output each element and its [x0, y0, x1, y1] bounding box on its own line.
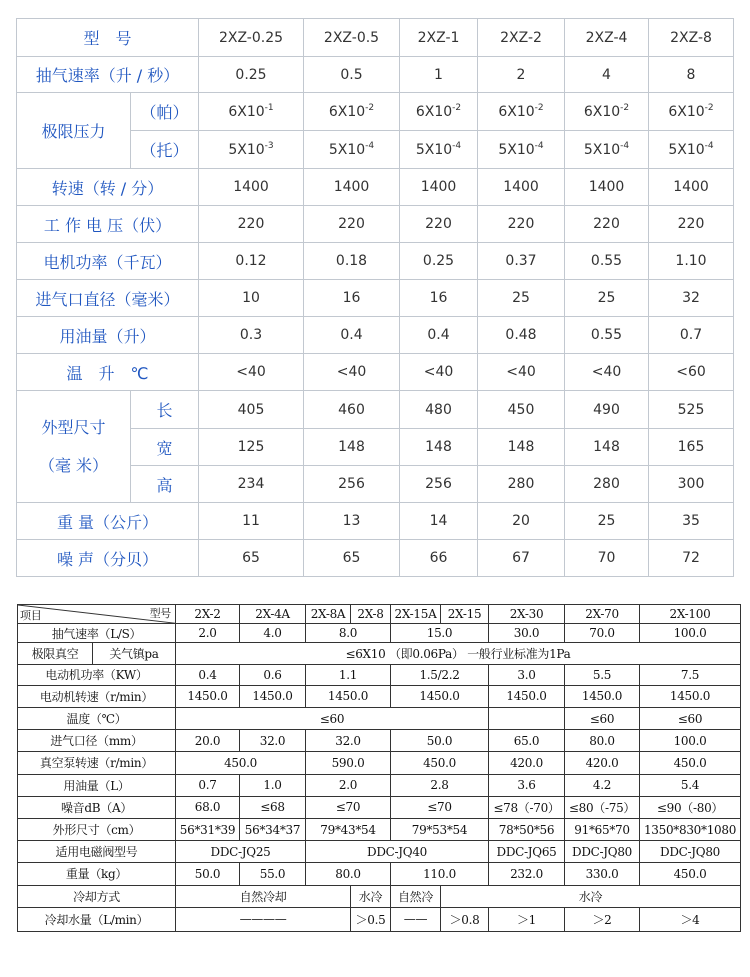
t1-cell: 1400 — [565, 169, 649, 206]
t2-row-label: 温度（℃） — [18, 707, 176, 729]
t1-cell: 1 — [400, 57, 478, 93]
t2-row-label: 进气口径（mm） — [18, 730, 176, 752]
t1-cell: 16 — [400, 280, 478, 317]
t1-cell: 460 — [304, 391, 400, 429]
t2-cell: ≤70 — [391, 796, 489, 818]
t2-model: 2X-8A — [306, 605, 351, 624]
t1-cell: 1.10 — [649, 243, 734, 280]
t1-cell: 0.7 — [649, 317, 734, 354]
t2-row-label: 冷却方式 — [18, 885, 176, 907]
t1-cell: 0.18 — [304, 243, 400, 280]
t2-cell: 20.0 — [176, 730, 240, 752]
t1-cell: 148 — [304, 429, 400, 466]
t2-cell: 4.0 — [240, 624, 306, 643]
t1-cell: <40 — [400, 354, 478, 391]
t1-model-label: 型 号 — [17, 19, 199, 57]
t2-row-noise — [18, 796, 741, 818]
t2-cell: DDC-JQ25 — [176, 841, 306, 863]
t2-cell: 420.0 — [565, 752, 640, 774]
t2-row-sublabel: 关气镇pa — [93, 643, 176, 664]
t1-cell: 1400 — [199, 169, 304, 206]
t1-model-col: 2XZ-8 — [649, 19, 734, 57]
t1-cell: $6X10^{-1}$ — [199, 93, 304, 131]
t2-row-label: 冷却水量（L/min） — [18, 907, 176, 931]
t2-cell-merged: ≤60 — [176, 707, 489, 729]
t1-cell: 525 — [649, 391, 734, 429]
t2-cell: 78*50*56 — [489, 818, 565, 840]
t2-cell: 450.0 — [640, 863, 741, 885]
t1-row-label: 噪 声（分贝） — [17, 540, 199, 577]
t2-row-weight — [18, 863, 741, 885]
t2-cell: 32.0 — [306, 730, 391, 752]
t1-cell: 0.37 — [478, 243, 565, 280]
t2-cell: —— — [391, 907, 441, 931]
t1-model-col: 2XZ-0.25 — [199, 19, 304, 57]
t1-row-label: 抽气速率（升 / 秒） — [17, 57, 199, 93]
t1-cell: 0.55 — [565, 317, 649, 354]
t2-cell — [489, 707, 565, 729]
t1-cell: 1400 — [649, 169, 734, 206]
t1-cell: 220 — [565, 206, 649, 243]
t2-cell: 420.0 — [489, 752, 565, 774]
t1-cell: 148 — [478, 429, 565, 466]
t2-model: 2X-15A — [391, 605, 441, 624]
t1-cell: 65 — [199, 540, 304, 577]
t1-model-col: 2XZ-0.5 — [304, 19, 400, 57]
t1-cell: 0.48 — [478, 317, 565, 354]
t2-cell: 330.0 — [565, 863, 640, 885]
t1-cell: $6X10^{-2}$ — [400, 93, 478, 131]
t1-model-col: 2XZ-4 — [565, 19, 649, 57]
t2-header-row — [18, 605, 741, 624]
t1-cell: 280 — [478, 466, 565, 503]
t1-cell: $5X10^{-4}$ — [565, 131, 649, 169]
t2-cell: 80.0 — [565, 730, 640, 752]
t1-cell: $6X10^{-2}$ — [565, 93, 649, 131]
t2-cell: ＞4 — [640, 907, 741, 931]
t2-cell: 450.0 — [176, 752, 306, 774]
t2-cell: 450.0 — [391, 752, 489, 774]
t2-cell: DDC-JQ80 — [640, 841, 741, 863]
t2-cell: 1450.0 — [176, 685, 240, 707]
t1-row-inlet — [17, 280, 734, 317]
t1-row-label: 温 升 ℃ — [17, 354, 199, 391]
t2-cell: 50.0 — [176, 863, 240, 885]
t1-cell: 0.25 — [400, 243, 478, 280]
t2-cell: 56*31*39 — [176, 818, 240, 840]
t1-cell: 65 — [304, 540, 400, 577]
t1-cell: $6X10^{-2}$ — [649, 93, 734, 131]
t1-model-col: 2XZ-1 — [400, 19, 478, 57]
t2-cell: ＞0.5 — [351, 907, 391, 931]
t2-cell: 2.0 — [306, 774, 391, 796]
spec-table-2x — [17, 604, 741, 932]
t1-row-motor-power — [17, 243, 734, 280]
t1-row-pump-speed — [17, 57, 734, 93]
t1-cell: 16 — [304, 280, 400, 317]
t1-cell: $6X10^{-2}$ — [478, 93, 565, 131]
t2-cell: 70.0 — [565, 624, 640, 643]
t2-cell: ＞0.8 — [441, 907, 489, 931]
t2-cell: 80.0 — [306, 863, 391, 885]
t1-cell: 0.12 — [199, 243, 304, 280]
t2-row-cooling — [18, 885, 741, 907]
t1-cell: 125 — [199, 429, 304, 466]
t2-corner-item: 项目 — [20, 609, 42, 623]
t1-model-col: 2XZ-2 — [478, 19, 565, 57]
t1-cell: 0.3 — [199, 317, 304, 354]
t1-cell: 0.4 — [400, 317, 478, 354]
t1-cell: 280 — [565, 466, 649, 503]
t1-cell: 67 — [478, 540, 565, 577]
t2-row-label: 重量（kg） — [18, 863, 176, 885]
t2-cell: 0.6 — [240, 664, 306, 685]
t2-cell: 自然冷 — [391, 885, 441, 907]
t1-cell: 148 — [565, 429, 649, 466]
t2-cell: 1450.0 — [306, 685, 391, 707]
t2-row-temperature — [18, 707, 741, 729]
t1-cell: 25 — [565, 503, 649, 540]
t2-cell: 8.0 — [306, 624, 391, 643]
t2-row-label: 极限真空 — [18, 643, 93, 664]
t2-cell: 1.5/2.2 — [391, 664, 489, 685]
t2-cell: ≤78（-70） — [489, 796, 565, 818]
t2-cell: 590.0 — [306, 752, 391, 774]
t2-row-oil — [18, 774, 741, 796]
t2-model: 2X-15 — [441, 605, 489, 624]
t1-cell: 20 — [478, 503, 565, 540]
t1-row-label: 工 作 电 压（伏） — [17, 206, 199, 243]
t2-model: 2X-4A — [240, 605, 306, 624]
t1-row-pressure-pa — [17, 93, 734, 131]
t2-cell: 79*53*54 — [391, 818, 489, 840]
t2-cell: 2.0 — [176, 624, 240, 643]
t1-row-label: 重 量（公斤） — [17, 503, 199, 540]
t2-cell: 55.0 — [240, 863, 306, 885]
t1-cell: 256 — [400, 466, 478, 503]
t1-cell: 70 — [565, 540, 649, 577]
t2-cell: DDC-JQ80 — [565, 841, 640, 863]
t1-cell: 405 — [199, 391, 304, 429]
t1-cell: 300 — [649, 466, 734, 503]
t1-cell: 13 — [304, 503, 400, 540]
t2-model: 2X-2 — [176, 605, 240, 624]
t2-cell: ———— — [176, 907, 351, 931]
t2-cell: 0.7 — [176, 774, 240, 796]
t1-cell: 2 — [478, 57, 565, 93]
t2-row-motor-speed — [18, 685, 741, 707]
t2-cell: 1.1 — [306, 664, 391, 685]
t1-cell: 165 — [649, 429, 734, 466]
t1-cell: <40 — [199, 354, 304, 391]
t1-cell: 256 — [304, 466, 400, 503]
t1-dim-length-label: 长 — [131, 391, 199, 429]
t2-row-label: 电动机转速（r/min） — [18, 685, 176, 707]
t1-cell: 14 — [400, 503, 478, 540]
t2-cell: 15.0 — [391, 624, 489, 643]
t2-row-inlet — [18, 730, 741, 752]
t2-cell: 232.0 — [489, 863, 565, 885]
t2-row-label: 抽气速率（L/S） — [18, 624, 176, 643]
t1-dim-width-label: 宽 — [131, 429, 199, 466]
t1-row-length — [17, 391, 734, 429]
t1-cell: $5X10^{-4}$ — [400, 131, 478, 169]
t2-row-vacuum — [18, 643, 741, 664]
t1-cell: <60 — [649, 354, 734, 391]
t1-row-label: 用油量（升） — [17, 317, 199, 354]
t1-cell: 4 — [565, 57, 649, 93]
t1-cell: $5X10^{-4}$ — [304, 131, 400, 169]
t2-cell: 2.8 — [391, 774, 489, 796]
t1-unit-pa: （帕） — [131, 93, 199, 131]
t1-cell: 490 — [565, 391, 649, 429]
t1-cell: 1400 — [478, 169, 565, 206]
t2-model: 2X-70 — [565, 605, 640, 624]
t1-cell: 0.4 — [304, 317, 400, 354]
t2-cell: 32.0 — [240, 730, 306, 752]
t2-row-label: 用油量（L） — [18, 774, 176, 796]
t2-cell: 65.0 — [489, 730, 565, 752]
t1-row-oil — [17, 317, 734, 354]
t2-cell: ＞2 — [565, 907, 640, 931]
t2-cell: ≤90（-80） — [640, 796, 741, 818]
t1-cell: 1400 — [400, 169, 478, 206]
t2-cell: 56*34*37 — [240, 818, 306, 840]
t2-row-valve — [18, 841, 741, 863]
t2-model: 2X-8 — [351, 605, 391, 624]
t2-cell: 5.5 — [565, 664, 640, 685]
t2-cell: 50.0 — [391, 730, 489, 752]
t1-cell: 0.25 — [199, 57, 304, 93]
t1-unit-torr: （托） — [131, 131, 199, 169]
t2-cell: 91*65*70 — [565, 818, 640, 840]
t1-cell: 11 — [199, 503, 304, 540]
t2-cell: 450.0 — [640, 752, 741, 774]
t2-row-label: 电动机功率（KW） — [18, 664, 176, 685]
t1-cell: 1400 — [304, 169, 400, 206]
t1-cell: <40 — [565, 354, 649, 391]
t1-row-noise — [17, 540, 734, 577]
t1-cell: 66 — [400, 540, 478, 577]
t2-row-size — [18, 818, 741, 840]
t2-row-pump-speed — [18, 752, 741, 774]
t1-cell: 450 — [478, 391, 565, 429]
t1-row-label: 极限压力 — [17, 93, 131, 169]
t2-cell: 1450.0 — [391, 685, 489, 707]
t2-cell: ≤60 — [640, 707, 741, 729]
t2-cell: 水冷 — [351, 885, 391, 907]
t1-header-row — [17, 19, 734, 57]
t1-cell: 220 — [304, 206, 400, 243]
t2-cell: 7.5 — [640, 664, 741, 685]
t1-cell: 72 — [649, 540, 734, 577]
t1-cell: 234 — [199, 466, 304, 503]
t2-row-speed — [18, 624, 741, 643]
t1-row-label: 转速（转 / 分） — [17, 169, 199, 206]
t1-cell: 10 — [199, 280, 304, 317]
t1-cell: 0.55 — [565, 243, 649, 280]
t2-cell: 100.0 — [640, 730, 741, 752]
t1-row-weight — [17, 503, 734, 540]
t1-cell: 148 — [400, 429, 478, 466]
t2-cell: ＞1 — [489, 907, 565, 931]
t2-cell: ≤60 — [565, 707, 640, 729]
t1-cell: 220 — [649, 206, 734, 243]
t2-cell: 5.4 — [640, 774, 741, 796]
t1-cell: 220 — [478, 206, 565, 243]
t2-cell: DDC-JQ40 — [306, 841, 489, 863]
t2-row-label: 外形尺寸（cm） — [18, 818, 176, 840]
t2-model: 2X-100 — [640, 605, 741, 624]
t1-dimensions-label: 外型尺寸 （毫 米） — [17, 391, 131, 503]
t2-corner-cell — [18, 605, 176, 624]
t2-cell: 自然冷却 — [176, 885, 351, 907]
t1-cell: <40 — [304, 354, 400, 391]
t1-cell: 220 — [199, 206, 304, 243]
t2-model: 2X-30 — [489, 605, 565, 624]
t1-row-rotation — [17, 169, 734, 206]
t1-cell: 32 — [649, 280, 734, 317]
t2-corner-model: 型号 — [149, 607, 171, 620]
t2-cell: ≤70 — [306, 796, 391, 818]
t1-cell: 25 — [565, 280, 649, 317]
t1-cell: $5X10^{-4}$ — [649, 131, 734, 169]
t1-cell: 0.5 — [304, 57, 400, 93]
spec-table-2xz — [16, 18, 734, 577]
t1-row-temp — [17, 354, 734, 391]
t2-cell-merged: ≤6X10 （即0.06Pa） 一般行业标准为1Pa — [176, 643, 741, 664]
t1-row-label: 电机功率（千瓦） — [17, 243, 199, 280]
t1-row-label: 进气口直径（毫米） — [17, 280, 199, 317]
t2-cell: 1.0 — [240, 774, 306, 796]
t1-row-voltage — [17, 206, 734, 243]
t2-cell: 110.0 — [391, 863, 489, 885]
t2-cell: 68.0 — [176, 796, 240, 818]
t2-row-water — [18, 907, 741, 931]
t2-cell: DDC-JQ65 — [489, 841, 565, 863]
t2-cell: 1450.0 — [640, 685, 741, 707]
t1-dim-height-label: 高 — [131, 466, 199, 503]
t1-cell: 8 — [649, 57, 734, 93]
t2-cell: 1450.0 — [489, 685, 565, 707]
t1-cell: $6X10^{-2}$ — [304, 93, 400, 131]
t2-cell: 1450.0 — [240, 685, 306, 707]
t1-cell: 25 — [478, 280, 565, 317]
t1-cell: $5X10^{-3}$ — [199, 131, 304, 169]
t2-cell: 0.4 — [176, 664, 240, 685]
t2-cell: 100.0 — [640, 624, 741, 643]
t2-cell: 1350*830*1080 — [640, 818, 741, 840]
t2-cell: ≤68 — [240, 796, 306, 818]
t2-row-label: 真空泵转速（r/min） — [18, 752, 176, 774]
t2-cell: 3.6 — [489, 774, 565, 796]
t2-cell: ≤80（-75） — [565, 796, 640, 818]
t2-row-label: 适用电磁阀型号 — [18, 841, 176, 863]
t2-row-label: 噪音dB（A） — [18, 796, 176, 818]
t1-cell: 480 — [400, 391, 478, 429]
t2-cell: 30.0 — [489, 624, 565, 643]
t2-cell: 3.0 — [489, 664, 565, 685]
t1-cell: <40 — [478, 354, 565, 391]
t2-cell: 79*43*54 — [306, 818, 391, 840]
t1-cell: $5X10^{-4}$ — [478, 131, 565, 169]
t2-cell: 水冷 — [441, 885, 741, 907]
t1-cell: 220 — [400, 206, 478, 243]
t2-cell: 4.2 — [565, 774, 640, 796]
t2-cell: 1450.0 — [565, 685, 640, 707]
t1-cell: 35 — [649, 503, 734, 540]
t2-row-power — [18, 664, 741, 685]
